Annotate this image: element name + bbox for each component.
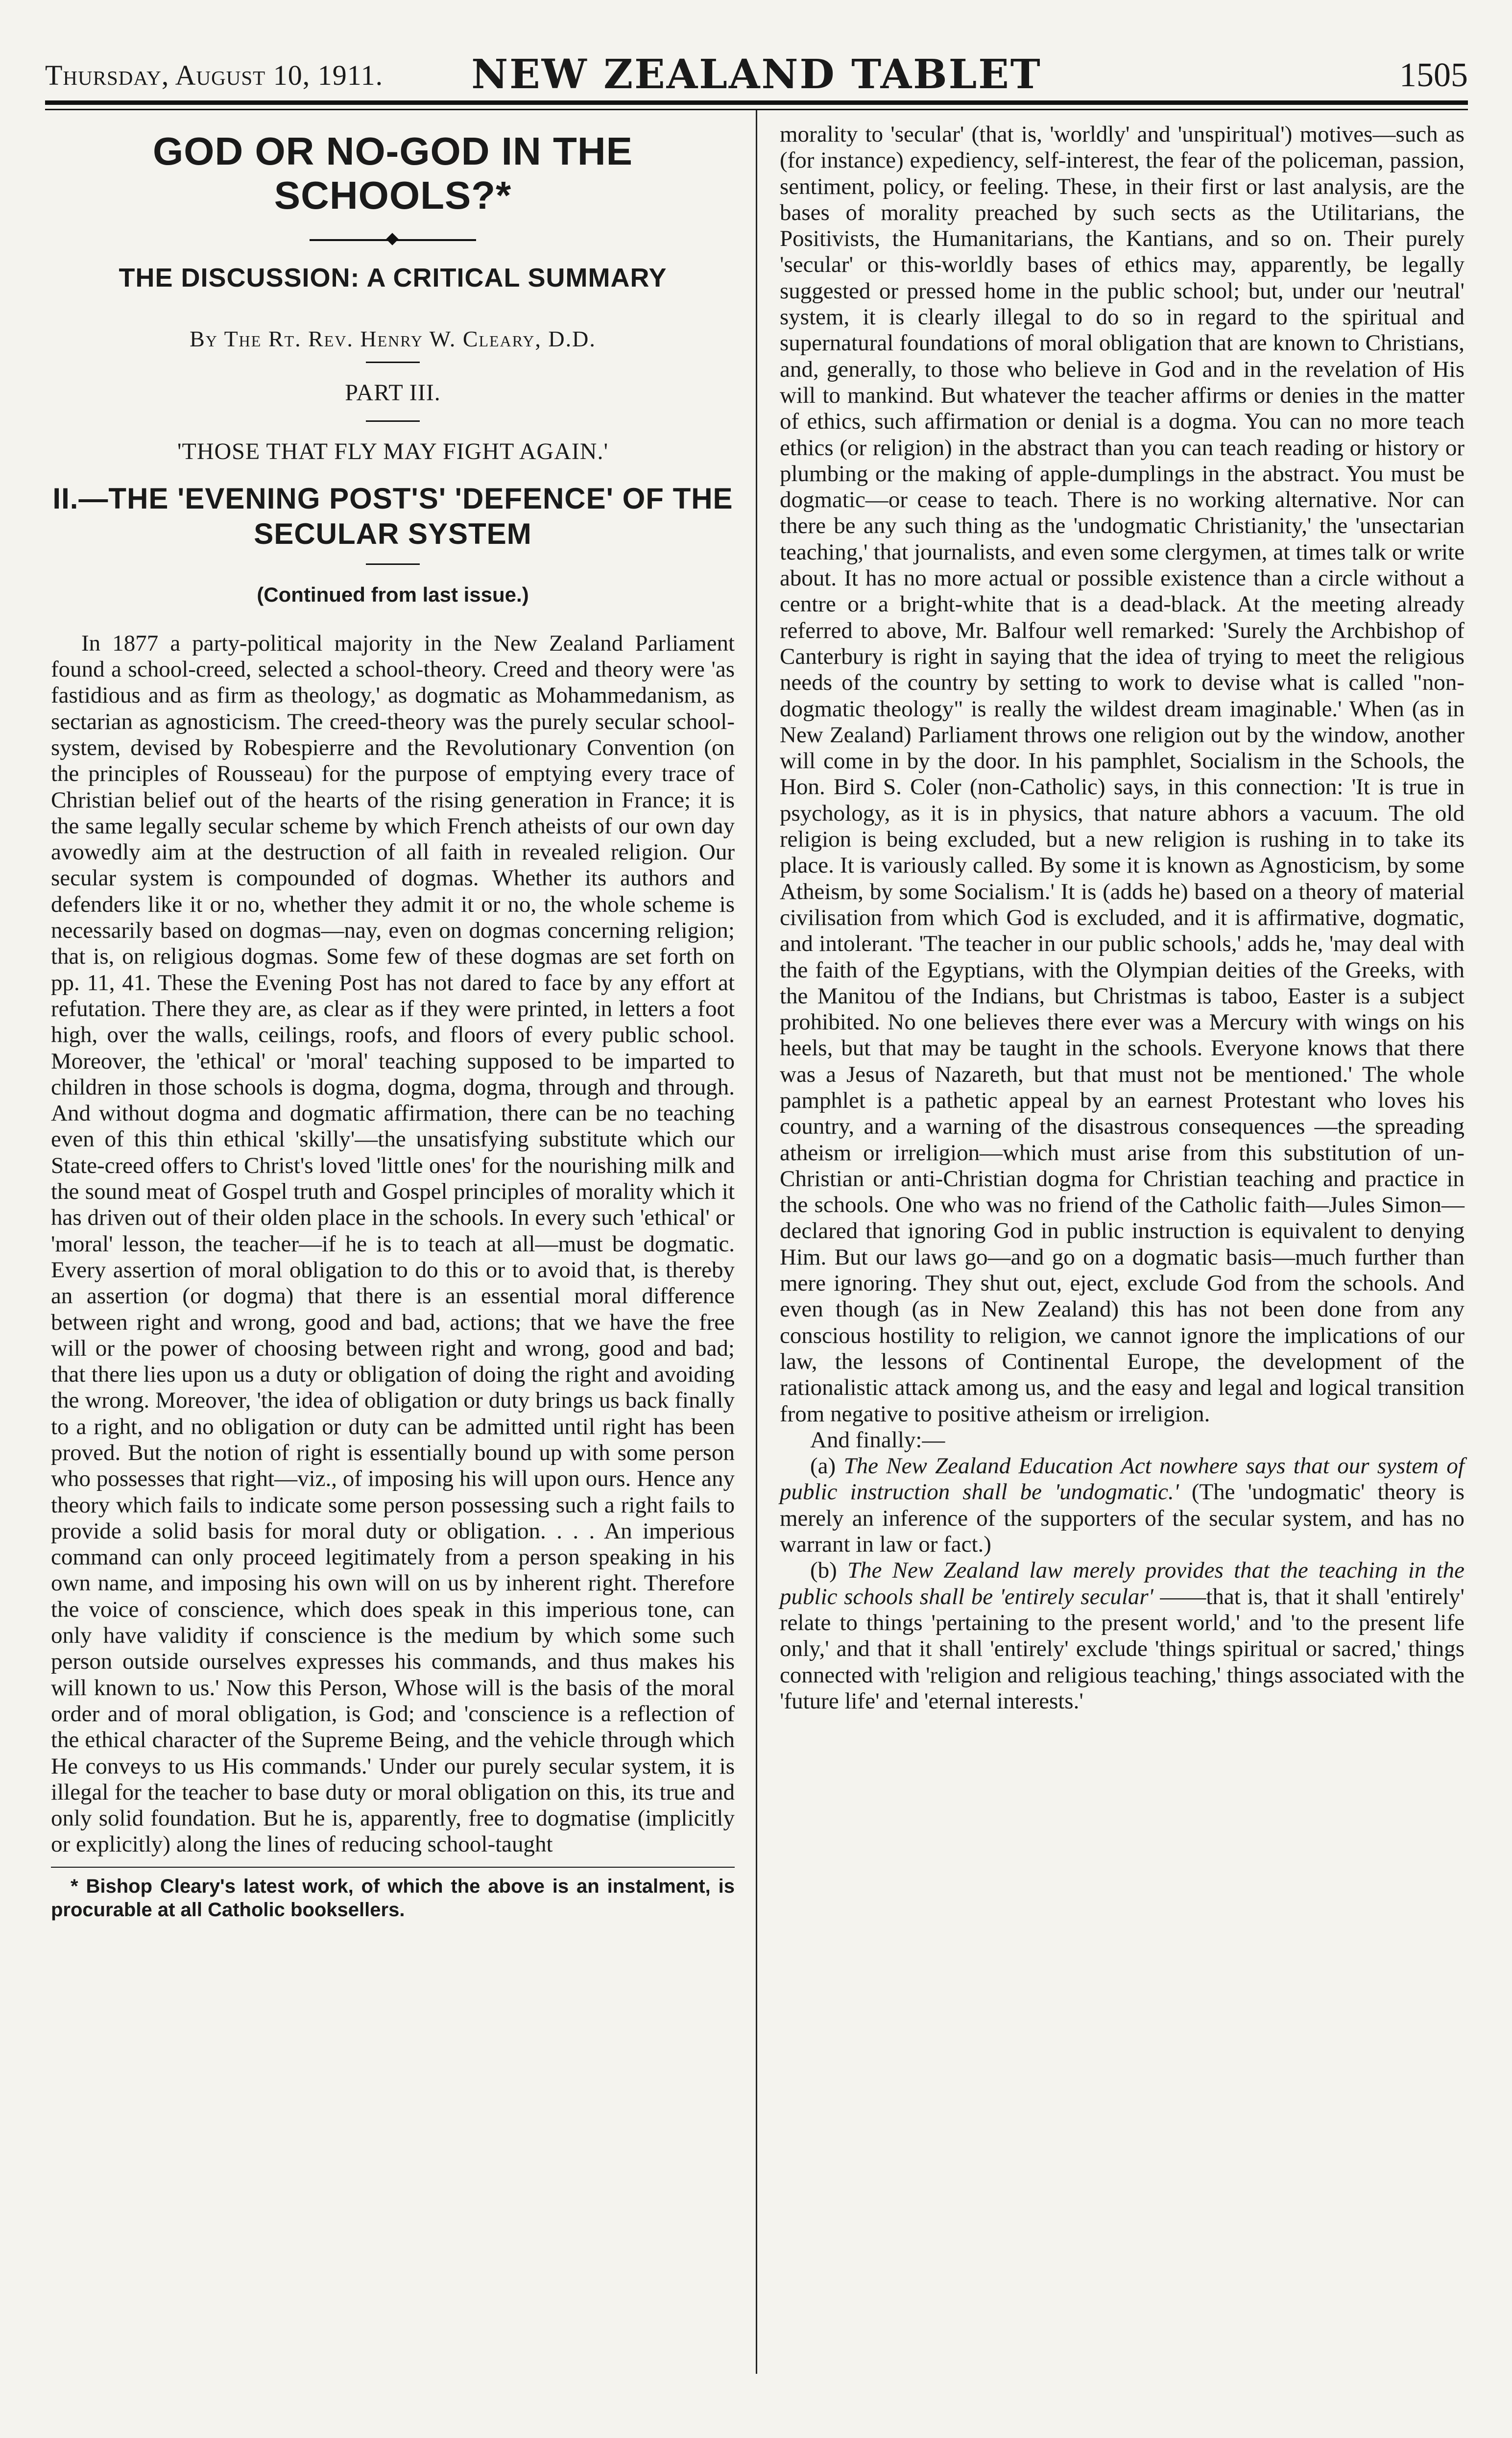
divider [366, 563, 420, 565]
column-divider [756, 110, 757, 2374]
byline: By The Rt. Rev. Henry W. Cleary, D.D. [190, 326, 596, 351]
list-item-a [780, 1453, 1464, 1558]
item-text: ——that is, that it shall 'entirely' relate to things 'pertaining to the present world,' and 'to the present life only,' and that it shall 'entirely' exclude 'things spiritual or sacred,' things connected with 'religion and religious teaching,' things associated with the 'future life' and 'eternal interests.' [780, 1584, 1465, 1714]
and-finally: And finally:— [810, 1427, 945, 1453]
quote-heading: 'THOSE THAT FLY MAY FIGHT AGAIN.' [177, 439, 609, 465]
footnote-rule [51, 1867, 735, 1868]
masthead [45, 49, 1468, 103]
page-number: 1505 [1399, 56, 1468, 94]
item-text: (The 'undogmatic' theory is merely an inference of the supporters of the secular system, and has no warrant in law or fact.) [780, 1479, 1464, 1558]
part-heading: PART III. [345, 379, 441, 406]
continued-note: (Continued from last issue.) [257, 583, 529, 607]
title-ornament [51, 225, 735, 251]
article-subtitle: THE DISCUSSION: A CRITICAL SUMMARY [119, 263, 667, 293]
left-column [51, 122, 735, 1922]
item-italic-text: The New Zealand law merely provides that the teaching in the public schools shall be 'entirely secular' [780, 1558, 1465, 1609]
divider [366, 362, 420, 363]
footnote: * Bishop Cleary's latest work, of which the above is an instalment, is procurable at all Catholic booksellers. [51, 1875, 735, 1921]
body-paragraph: morality to 'secular' (that is, 'worldly' and 'unspiritual') motives—such as (for instance) expediency, self-interest, the fear of the policeman, passion, sentiment, policy, or feeling. These, in their first or last analysis, are the bases of morality preached by such sects as the Utilitarians, the Positivists, the Humanitarians, the Kantians, and so on. Their purely 'secular' or this-worldly bases of ethics may, apparently, be legally suggested or pressed home in the public school; but, under our 'neutral' system, it is clearly illegal to do so in regard to the spiritual and supernatural foundations of moral obligation that are known to Christians, and, generally, to those who believe in God and in the revelation of His will to mankind. But whatever the teacher affirms or denies in the matter of ethics, such affirmation or denial is a dogma. You can no more teach ethics (or religion) in the abstract than you can teach reading or history or plumbing or the making of apple-dumplings in the abstract. You must be dogmatic—or cease to teach. There is no working alternative. Nor can there be any such thing as the 'undogmatic Christianity,' the 'unsectarian teaching,' that journalists, and even some clergymen, at times talk or write about. It has no more actual or possible existence than a circle without a centre or a bright-white that is a dead-black. At the meeting already referred to above, Mr. Balfour well remarked: 'Surely the Archbishop of Canterbury is right in saying that the idea of trying to meet the religious needs of the country by setting to work to devise what is called "non-dogmatic theology" is really the wildest dream imaginable.' When (as in New Zealand) Parliament throws one religion out by the window, another will come in by the door. In his pamphlet, Socialism in the Schools, the Hon. Bird S. Coler (non-Catholic) says, in this connection: 'It is true in psychology, as it is in physics, that nature abhors a vacuum. The old religion is being excluded, but a new religion is rushing in to take its place. It is variously called. By some it is known as Agnosticism, by some Atheism, by some Socialism.' It is (adds he) based on a theory of material civilisation from which God is excluded, and it is affirmative, dogmatic, and intolerant. 'The teacher in our public schools,' adds he, 'may deal with the faith of the Egyptians, with the Olympian deities of the Greeks, with the Manitou of the Indians, but Christmas is taboo, Easter is a subject prohibited. No one believes there ever was a Mercury with wings on his heels, but that may be taught in the schools. Everyone knows that there was a Jesus of Nazareth, but that must not be mentioned.' The whole pamphlet is a pathetic appeal by an earnest Protestant who loves his country, and a warning of the disastrous consequences —the spreading atheism or irreligion—which must arise from this substitution of un-Christian or anti-Christian dogma for Christian teaching and practice in the schools. One who was no friend of the Catholic faith—Jules Simon—declared that ignoring God in public instruction is equivalent to denying Him. But our laws go—and go on a dogmatic basis—much further than mere ignoring. They shut out, eject, exclude God from the schools. And even though (as in New Zealand) this has not been done from any conscious hostility to religion, we cannot ignore the implications of our law, the lessons of Continental Europe, the development of the rationalistic attack among us, and the easy and legal and logical transition from negative to positive atheism or irreligion. [780, 122, 1464, 1427]
body-paragraph: In 1877 a party-political majority in the New Zealand Parliament found a school-creed, selected a school-theory. Creed and theory were 'as fastidious and as firm as theology,' as dogmatic as Mohammedanism, as sectarian as agnosticism. The creed-theory was the purely secular school-system, devised by Robespierre and the Revolutionary Convention (on the principles of Rousseau) for the purpose of emptying every trace of Christian belief out of the hearts of the rising generation in France; it is the same legally secular scheme by which French atheists of our own day avowedly aim at the destruction of all faith in revealed religion. Our secular system is compounded of dogmas. Whether its authors and defenders like it or no, whether they admit it or no, the whole scheme is necessarily based on dogmas—nay, even on dogmas concerning religion; that is, on religious dogmas. Some few of these dogmas are set forth on pp. 11, 41. These the Evening Post has not dared to face by any effort at refutation. There they are, as clear as if they were printed, in letters a foot high, over the walls, ceilings, roofs, and floors of every public school. Moreover, the 'ethical' or 'moral' teaching supposed to be imparted to children in those schools is dogma, dogma, dogma, through and through. And without dogma and dogmatic affirmation, there can be no teaching even of this thin ethical 'skilly'—the unsatisfying substitute which our State-creed offers to Christ's loved 'little ones' for the nourishing milk and the sound meat of Gospel truth and Gospel principles of morality which it has driven out of their olden place in the schools. In every such 'ethical' or 'moral' lesson, the teacher—if he is to teach at all—must be dogmatic. Every assertion of moral obligation to do this or to avoid that, is thereby an assertion (or dogma) that there is an essential moral difference between right and wrong, good and bad, actions; that we have the free will or the power of choosing between right and wrong, good and bad; that there lies upon us a duty or obligation of doing the right and avoiding the wrong. Moreover, 'the idea of obligation or duty brings us back finally to a right, and no obligation or duty can be admitted until right has been proved. But the notion of right is essentially bound up with some person who possesses that right—viz., of imposing his will upon ours. Hence any theory which fails to indicate some person possessing such a right fails to provide a solid basis for moral duty or obligation. . . . An imperious command can only proceed legitimately from a person speaking in his own name, and imposing his own will on us by inherent right. Therefore the voice of conscience, which does speak in this imperious tone, can only have validity if conscience is the medium by which some such person outside ourselves expresses his commands, and thus makes his will known to us.' Now this Person, Whose will is the basis of the moral order and of moral obligation, is God; and 'conscience is a reflection of the ethical character of the Supreme Being, and the vehicle through which He conveys to us His commands.' Under our purely secular system, it is illegal for the teacher to base duty or moral obligation on this, its true and only solid foundation. But he is, apparently, free to dogmatise (implicitly or explicitly) along the lines of reducing school-taught [51, 630, 735, 1857]
item-label: (b) [810, 1558, 837, 1584]
article-title: GOD OR NO-GOD IN THE SCHOOLS?* [153, 129, 633, 217]
item-label: (a) [810, 1453, 836, 1479]
item-italic-text: The New Zealand Education Act nowhere says that our system of public instruction shall be 'undogmatic.' [780, 1453, 1464, 1505]
section-heading: II.—THE 'EVENING POST'S' 'DEFENCE' OF THE SECULAR SYSTEM [52, 482, 733, 551]
divider [366, 420, 420, 422]
masthead-rule-thick [45, 100, 1468, 105]
issue-date: Thursday, August 10, 1911. [45, 59, 384, 91]
list-item-b [780, 1558, 1464, 1714]
right-column [780, 122, 1464, 1714]
newspaper-title: NEW ZEALAND TABLET [471, 51, 1042, 98]
